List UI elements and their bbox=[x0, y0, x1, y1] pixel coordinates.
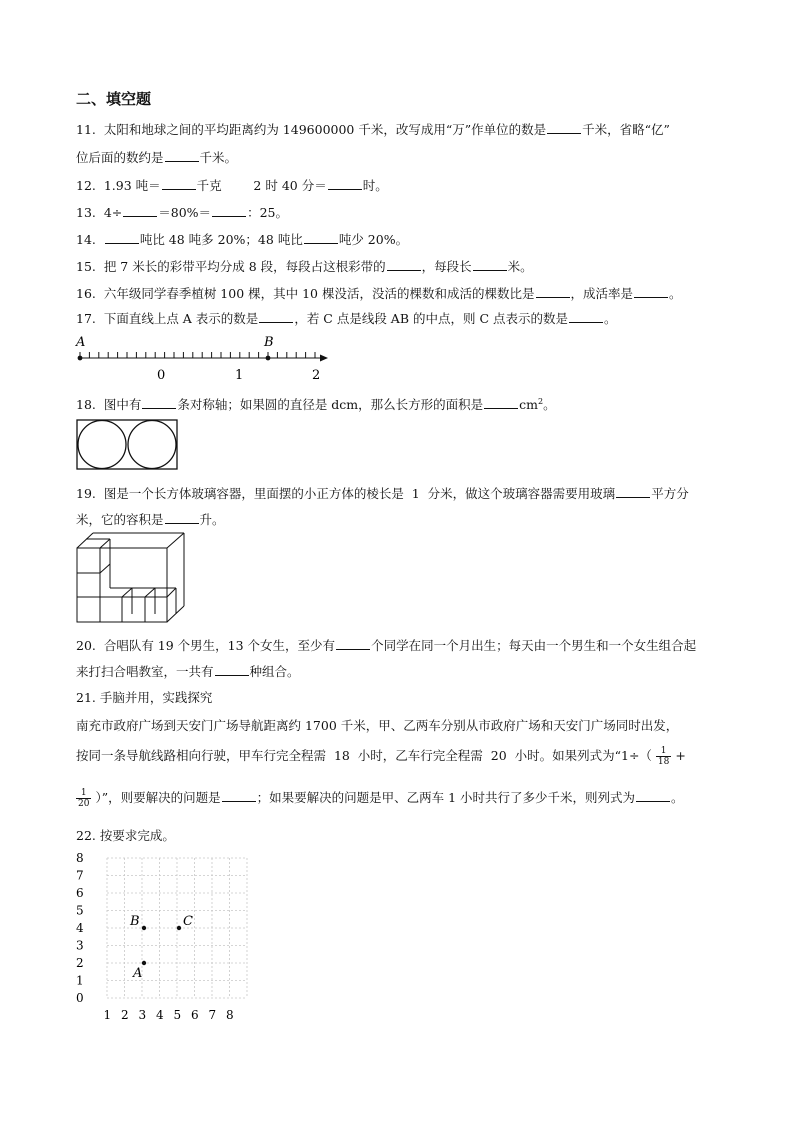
x-axis-label: 4 bbox=[156, 1008, 164, 1022]
tick-label-1: 1 bbox=[235, 368, 244, 383]
question-18: 18. 图中有 条对称轴；如果圆的直径是 dcm，那么长方形的面积是 $cm^2$。 bbox=[76, 396, 556, 412]
cuboid-edge bbox=[77, 533, 93, 548]
y-axis-label: 8 bbox=[76, 851, 84, 865]
cube-edge bbox=[100, 564, 110, 573]
grid-x-labels bbox=[104, 1008, 234, 1022]
x-axis-label: 3 bbox=[138, 1008, 147, 1022]
question-14: 14. 吨比 48 吨多 20%；48 吨比 吨少 20%。 bbox=[76, 232, 409, 247]
answer-blank[interactable] bbox=[336, 637, 370, 650]
answer-blank[interactable] bbox=[636, 789, 670, 802]
answer-blank[interactable] bbox=[165, 511, 199, 524]
answer-blank[interactable] bbox=[222, 789, 256, 802]
question-21-title: 21. 手脑并用，实践探究 bbox=[76, 690, 213, 705]
question-11-line-1: 11. 太阳和地球之间的平均距离约为 149600000 千米，改写成用“万”作单位的数是 千米，省略“亿” bbox=[76, 122, 670, 137]
y-axis-label: 6 bbox=[76, 886, 84, 900]
question-13: 13. 4÷ ＝80%＝ ：25。 bbox=[76, 205, 288, 220]
answer-blank[interactable] bbox=[162, 177, 196, 190]
point-c-label: C bbox=[183, 914, 193, 929]
cube-edge bbox=[167, 588, 176, 597]
answer-blank[interactable] bbox=[616, 485, 650, 498]
point-b-label: B bbox=[264, 335, 274, 350]
point-b-dot bbox=[142, 926, 146, 930]
fraction-1-20: $\frac{1}{20}$ bbox=[78, 788, 90, 809]
answer-blank[interactable] bbox=[547, 121, 581, 134]
y-axis-label: 4 bbox=[76, 921, 84, 935]
small-cube bbox=[77, 573, 100, 597]
question-20-line-2: 来打扫合唱教室，一共有 种组合。 bbox=[76, 664, 300, 679]
question-21-line-3: $\frac{1}{20}$ ）”，则要解决的问题是 ；如果要解决的问题是甲、乙两车 1 小时共行了多少千米，则列式为 。 bbox=[78, 788, 684, 809]
question-20-line-1: 20. 合唱队有 19 个男生，13 个女生，至少有 个同学在同一个月出生；每天由一个男生和一个女生组合起 bbox=[76, 638, 697, 653]
cube-edge bbox=[122, 588, 132, 597]
fraction-1-18: $\frac{1}{18}$ bbox=[657, 746, 670, 767]
answer-blank[interactable] bbox=[387, 258, 421, 271]
answer-blank[interactable] bbox=[123, 204, 157, 217]
answer-blank[interactable] bbox=[259, 310, 293, 323]
answer-blank[interactable] bbox=[536, 285, 570, 298]
x-axis-label: 8 bbox=[226, 1008, 234, 1022]
point-c-dot bbox=[177, 926, 181, 930]
grid-y-labels bbox=[76, 851, 84, 1005]
point-b-dot bbox=[266, 356, 271, 361]
answer-blank[interactable] bbox=[569, 310, 603, 323]
number-line-arrow bbox=[320, 355, 328, 362]
answer-blank[interactable] bbox=[304, 231, 338, 244]
number-line bbox=[70, 332, 340, 384]
answer-blank[interactable] bbox=[473, 258, 507, 271]
question-16: 16. 六年级同学春季植树 100 棵，其中 10 棵没活，没活的棵数和成活的棵数比是 ，成活率是 。 bbox=[76, 286, 682, 301]
answer-blank[interactable] bbox=[634, 285, 668, 298]
answer-blank[interactable] bbox=[215, 663, 249, 676]
cuboid-edge bbox=[167, 533, 184, 548]
y-axis-label: 1 bbox=[76, 973, 84, 988]
y-axis-label: 3 bbox=[76, 938, 84, 953]
point-a-label: A bbox=[76, 335, 86, 350]
number-line-ticks bbox=[80, 352, 315, 358]
answer-blank[interactable] bbox=[165, 149, 199, 162]
circle-left bbox=[78, 421, 126, 469]
answer-blank[interactable] bbox=[105, 231, 139, 244]
x-axis-label: 1 bbox=[103, 1008, 112, 1022]
tick-label-2: 2 bbox=[312, 368, 321, 383]
point-a-dot bbox=[78, 356, 83, 361]
answer-blank[interactable] bbox=[328, 177, 362, 190]
rectangle-two-circles-figure bbox=[76, 419, 178, 470]
section-title: 二、填空题 bbox=[76, 90, 152, 108]
small-cube bbox=[77, 548, 100, 573]
x-axis-label: 5 bbox=[173, 1008, 182, 1022]
question-21-line-2: 按同一条导航线路相向行驶，甲车行完全程需 18 小时，乙车行完全程需 20 小时。如果列式为“1÷（ $\frac{1}{18}$ + bbox=[76, 746, 686, 767]
point-a-dot bbox=[142, 961, 146, 965]
y-axis-label: 5 bbox=[76, 903, 84, 918]
question-12: 12. 1.93 吨＝ 千克 2 时 40 分＝ 时。 bbox=[76, 178, 388, 193]
y-axis-label: 0 bbox=[76, 991, 84, 1005]
answer-blank[interactable] bbox=[484, 396, 518, 409]
y-axis-label: 2 bbox=[76, 956, 84, 970]
cuboid-container-figure bbox=[76, 532, 188, 624]
point-b-label: B bbox=[130, 914, 140, 929]
rectangle-shape bbox=[77, 420, 177, 469]
question-19-line-1: 19. 图是一个长方体玻璃容器，里面摆的小正方体的棱长是 1 分米，做这个玻璃容器需要用玻璃 平方分 bbox=[76, 486, 689, 501]
x-axis-label: 6 bbox=[191, 1008, 199, 1022]
x-axis-label: 2 bbox=[121, 1008, 129, 1022]
point-a-label: A bbox=[133, 966, 143, 981]
question-19-line-2: 米，它的容积是 升。 bbox=[76, 512, 225, 527]
cube-edge bbox=[100, 539, 110, 548]
circle-right bbox=[128, 421, 176, 469]
tick-label-0: 0 bbox=[157, 368, 166, 383]
grid-points bbox=[129, 914, 193, 981]
question-21-line-1: 南充市政府广场到天安门广场导航距离约 1700 千米，甲、乙两车分别从市政府广场和天安门广场同时出发， bbox=[76, 718, 679, 733]
question-22-title: 22. 按要求完成。 bbox=[76, 828, 175, 843]
small-cube bbox=[77, 597, 100, 622]
question-15: 15. 把 7 米长的彩带平均分成 8 段，每段占这根彩带的 ，每段长 米。 bbox=[76, 259, 533, 274]
question-11-line-2: 位后面的数约是 千米。 bbox=[76, 150, 238, 165]
answer-blank[interactable] bbox=[142, 396, 176, 409]
answer-blank[interactable] bbox=[212, 204, 246, 217]
cube-edge bbox=[145, 588, 155, 597]
x-axis-label: 7 bbox=[208, 1008, 217, 1022]
question-17: 17. 下面直线上点 A 表示的数是 ，若 C 点是线段 AB 的中点，则 C 点表示的数是 。 bbox=[76, 311, 617, 326]
y-axis-label: 7 bbox=[76, 868, 84, 883]
coordinate-grid bbox=[70, 848, 250, 1024]
